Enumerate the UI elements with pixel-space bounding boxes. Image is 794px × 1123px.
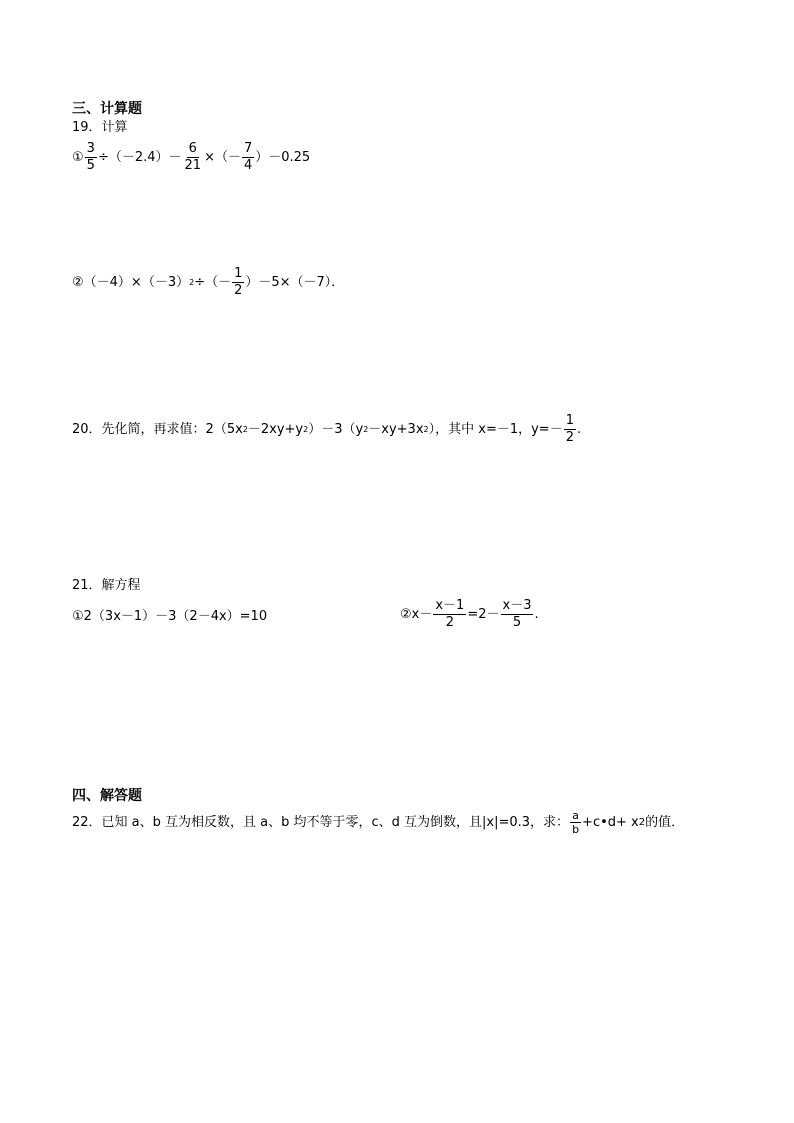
q20-text5: ），其中 x=－1，y=－ <box>428 421 563 437</box>
fraction-7-4: $\frac{7}{4}$ <box>243 141 253 173</box>
fraction-x-3-over-5: $\frac{x-3}{5}$ <box>502 598 532 630</box>
q19-p1-text2: ×（－ <box>204 149 241 165</box>
exponent: 2 <box>423 424 429 434</box>
section-3-title: 三、计算题 <box>72 101 142 117</box>
q22 <box>72 809 684 836</box>
q19-p2-text3: ）－5×（－7）． <box>245 274 345 290</box>
q22-text3: 的值． <box>645 814 685 830</box>
q21-part2 <box>400 598 539 631</box>
circle-number-1: ① <box>72 149 84 165</box>
fraction-1-2: $\frac{1}{2}$ <box>565 413 574 445</box>
exponent: 2 <box>242 424 248 434</box>
q20 <box>72 413 581 446</box>
q22-text1: 22．已知 a、b 互为相反数，且 a、b 均不等于零，c、d 互为倒数，且|x|=0.3，求： <box>72 814 570 830</box>
q20-text2: －2xy+y <box>247 421 304 437</box>
q19-p2-text2: ÷（－ <box>194 274 232 290</box>
q19-part1 <box>72 141 310 174</box>
q21-part1: ①2（3x－1）－3（2－4x）=10 <box>72 609 268 624</box>
q19-p1-text1: ÷（－2.4）－ <box>97 149 182 165</box>
exponent: 2 <box>303 424 309 434</box>
fraction-a-over-b: $\frac{a}{b}$ <box>572 809 580 836</box>
fraction-1-2: $\frac{1}{2}$ <box>234 266 243 298</box>
q20-text4: －xy+3x <box>368 421 424 437</box>
q21-p2-text3: . <box>534 606 539 622</box>
section-4-title: 四、解答题 <box>72 788 142 804</box>
q22-text2: +c•d+ x <box>582 814 639 830</box>
exponent: 2 <box>638 816 646 828</box>
q20-text3: ）－3（y <box>308 421 364 437</box>
circle-number-2: ② <box>72 274 84 290</box>
q19-p1-text3: ）－0.25 <box>255 149 311 165</box>
q21-label: 21．解方程 <box>72 578 141 593</box>
exponent: 2 <box>189 277 195 287</box>
fraction-6-21: $\frac{6}{21}$ <box>184 141 202 173</box>
fraction-3-5: $\frac{3}{5}$ <box>86 141 95 173</box>
q21-p2-text1: ②x－ <box>400 606 433 622</box>
exponent: 2 <box>363 424 369 434</box>
q20-text6: . <box>576 421 582 437</box>
q19-part2 <box>72 266 344 299</box>
q19-p2-text1: （－4）×（－3） <box>83 274 190 290</box>
fraction-x-1-over-2: $\frac{x-1}{2}$ <box>435 598 465 630</box>
q19-label: 19．计算 <box>72 120 128 135</box>
q21-p2-text2: =2－ <box>467 606 500 622</box>
q20-text1: 20．先化简，再求值：2（5x <box>72 421 243 437</box>
